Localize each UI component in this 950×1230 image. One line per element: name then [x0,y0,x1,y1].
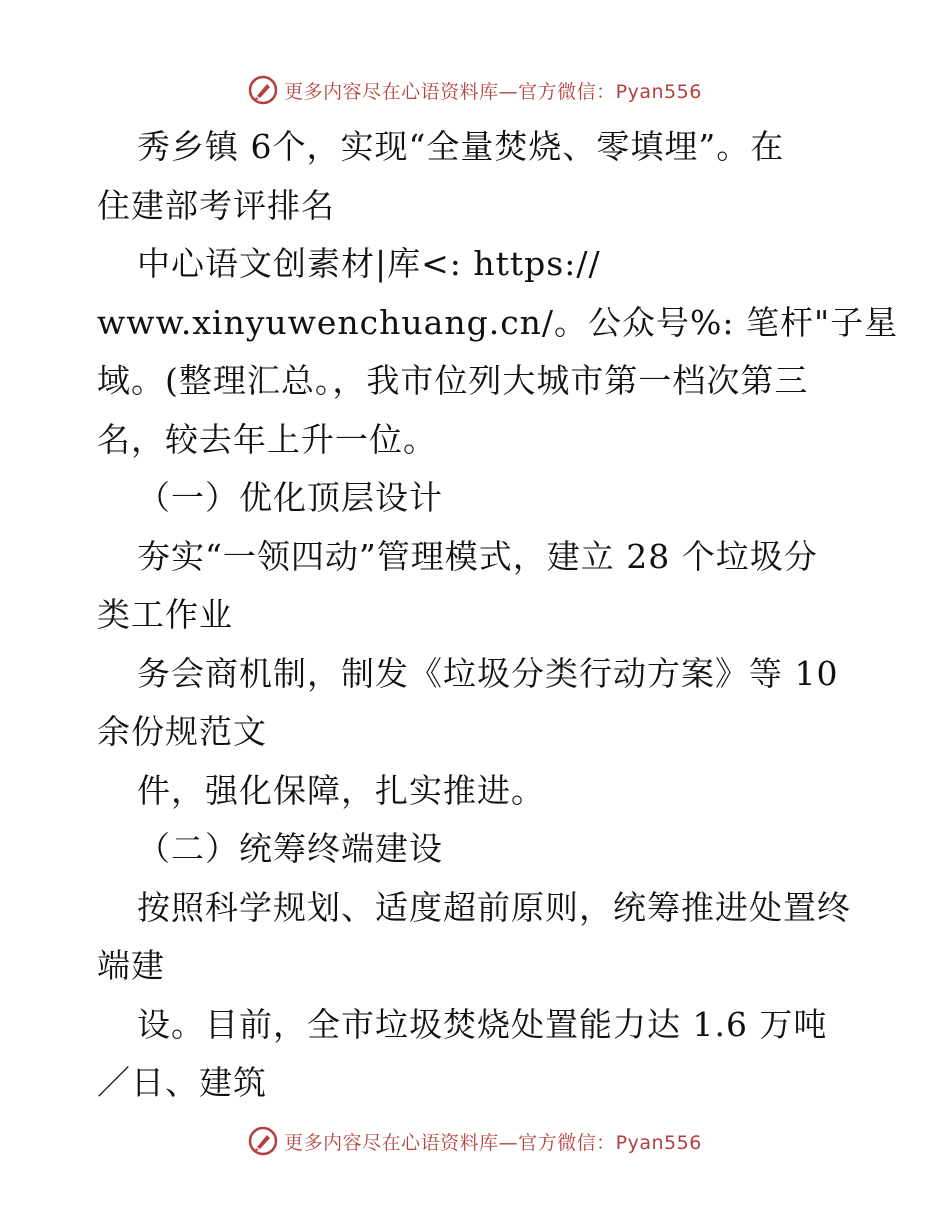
text-line: 秀乡镇 6个，实现“全量焚烧、零填埋”。在 [137,127,785,166]
watermark-text: 更多内容尽在心语资料库—官方微信：Pyan556 [284,1131,702,1154]
text-line: 中心语文创素材|库<: https:// [137,244,601,283]
pen-logo-icon [248,75,278,105]
text-line: 按照科学规划、适度超前原则，统筹推进处置终 [137,887,851,927]
text-line: 余份规范文 [97,712,267,751]
text-line: 域。(整理汇总。，我市位列大城市第一档次第三 [97,361,809,400]
watermark-banner-top [0,70,950,110]
section-heading: （二）统筹终端建设 [137,829,443,868]
text-line: 设。目前，全市垃圾焚烧处置能力达 1.6 万吨 [137,1004,828,1044]
section-heading: （一）优化顶层设计 [137,478,443,517]
text-line: 名，较去年上升一位。 [97,419,437,459]
text-line: 务会商机制，制发《垃圾分类行动方案》等 10 [137,653,839,693]
text-line: 夯实“一领四动”管理模式，建立 28 个垃圾分 [137,536,818,576]
watermark-banner-bottom [0,1121,950,1161]
text-line: 类工作业 [97,595,233,634]
text-line: ／日、建筑 [97,1063,267,1102]
text-line: 端建 [97,946,165,985]
text-line: 住建部考评排名 [97,185,335,225]
text-line: 件，强化保障，扎实推进。 [137,770,545,810]
watermark-text: 更多内容尽在心语资料库—官方微信：Pyan556 [284,80,702,103]
pen-logo-icon [248,1126,278,1156]
document-body [97,118,899,1113]
text-line: www.xinyuwenchuang.cn/。公众号%: 笔杆"子星 [97,302,899,342]
